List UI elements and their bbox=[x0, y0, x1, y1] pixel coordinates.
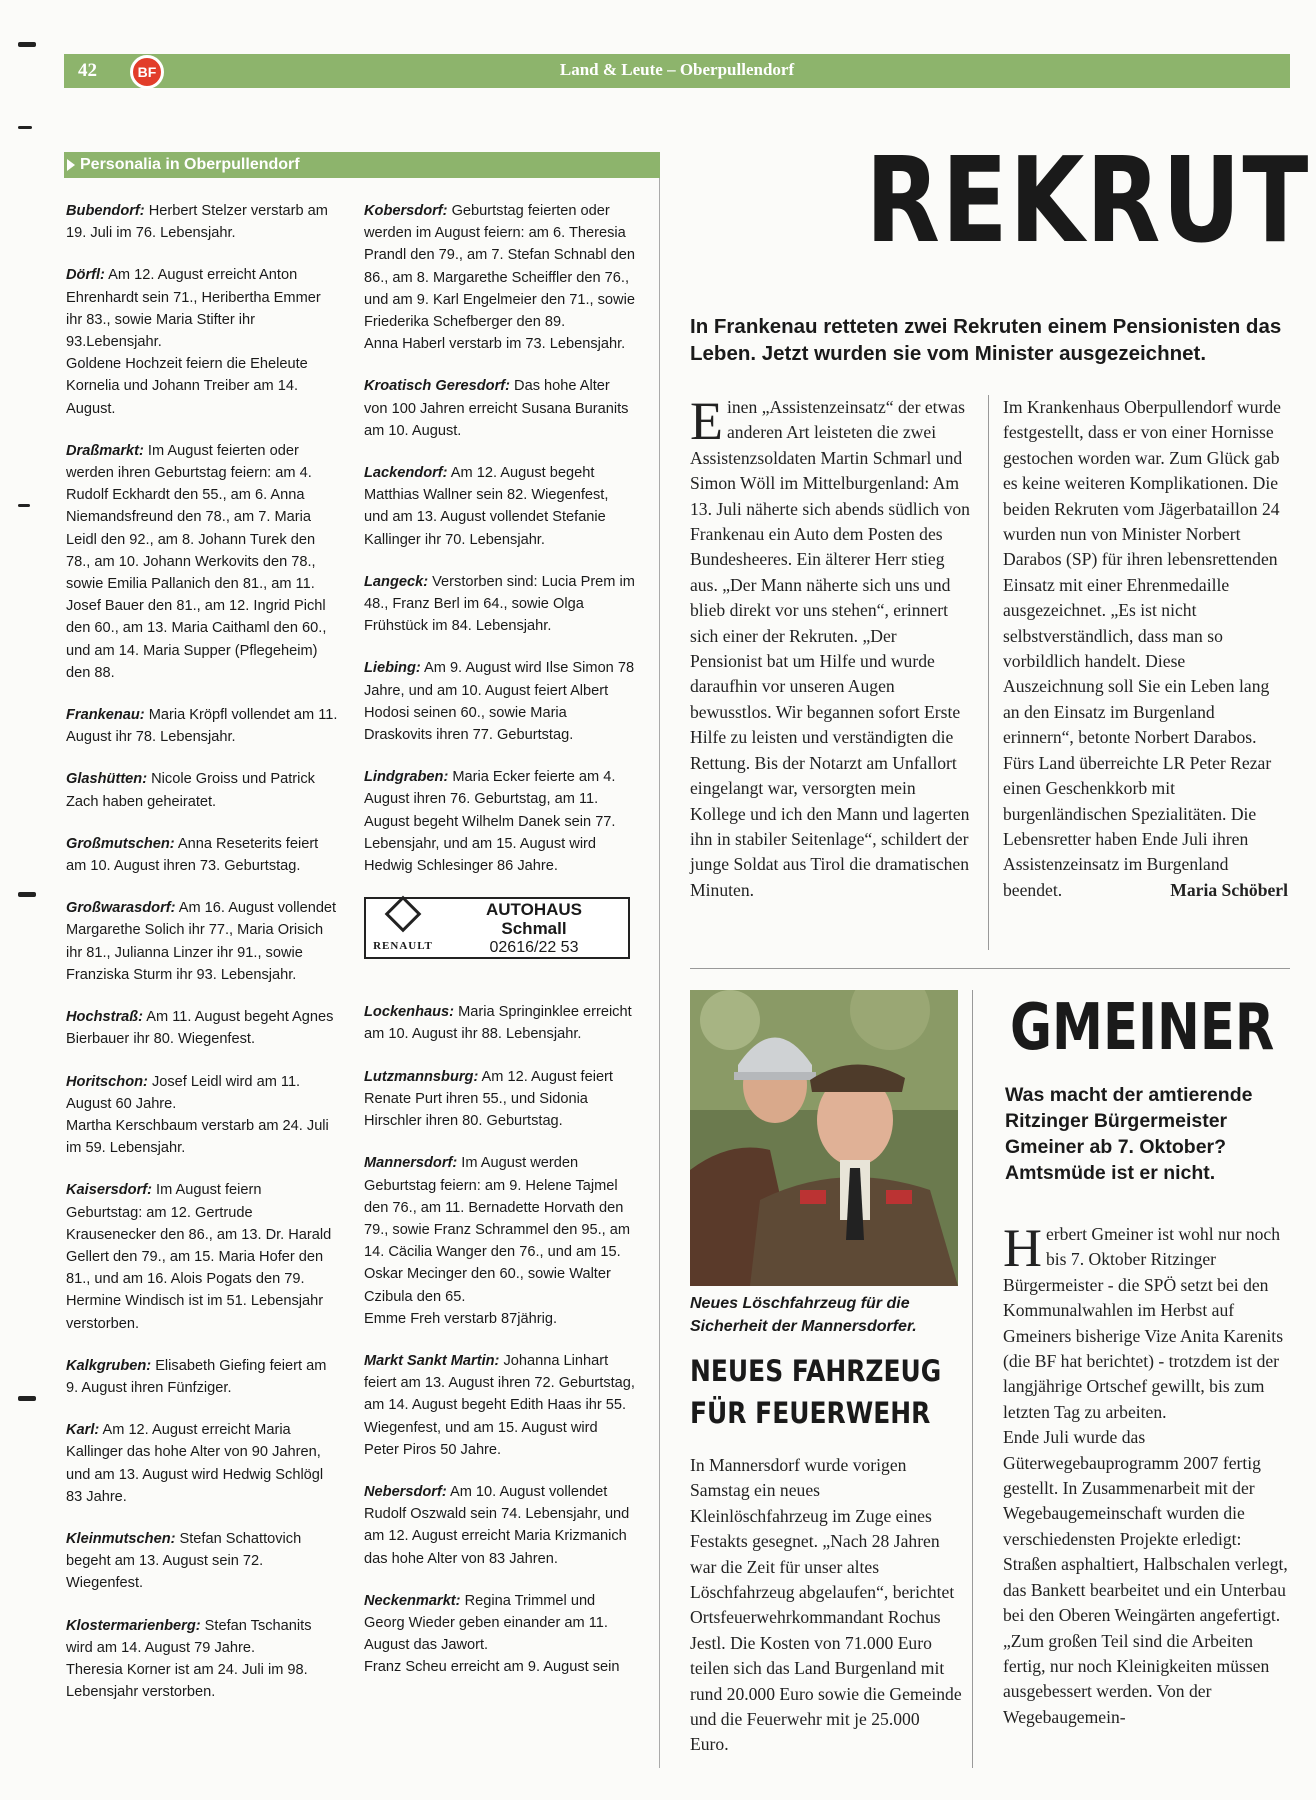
personalia-entry bbox=[66, 1615, 338, 1704]
personalia-header: Personalia in Oberpullendorf bbox=[64, 152, 660, 178]
personalia-entry bbox=[66, 264, 338, 419]
entry-text: Am 11. August begeht Agnes Bierbauer ihr 80. Wiegenfest. bbox=[66, 1009, 334, 1048]
rekrut-author: Maria Schöberl bbox=[1170, 879, 1288, 900]
gmeiner-lead: Was macht der amtierende Ritzinger Bürgermeister Gmeiner ab 7. Oktober? Amtsmüde ist er nicht. bbox=[1005, 1084, 1253, 1184]
entry-place: Lockenhaus: bbox=[364, 1004, 455, 1021]
entry-text: Stefan Tschanits wird am 14. August 79 Jahre. bbox=[66, 1617, 312, 1656]
personalia-entry bbox=[364, 1066, 636, 1133]
entry-place: Markt Sankt Martin: bbox=[364, 1352, 500, 1369]
margin-mark bbox=[18, 892, 36, 897]
ad-line-1: AUTOHAUS bbox=[485, 899, 583, 919]
rekrut-body-2: Im Krankenhaus Oberpullendorf wurde festgestellt, dass er von einer Hornisse gestochen worden war. Zum Glück gab es keine weiteren Komplikationen. Die beiden Rekruten vom Jägerbataillon 24 wurden nun von Minister Norbert Darabos (SP) für ihren lebensrettenden Einsatz mit einer Ehrenmedaille ausgezeichnet. „Es ist nicht selbstverständlich, dass man so vorbildlich handelt. Diese Auszeichnung soll Sie ein Leben lang an den Einsatz im Burgenland erinnern“, betonte Norbert Darabos. Fürs Land überreichte LR Peter Rezar einen Geschenkkorb mit burgenländischen Spezialitäten. Die Lebensretter haben Ende Juli ihren Assistenzeinsatz im Burgenland beendet. bbox=[1003, 397, 1281, 900]
gmeiner-headline: GMEINER bbox=[1010, 991, 1275, 1065]
personalia-entry bbox=[66, 1179, 338, 1334]
column-divider bbox=[988, 395, 989, 950]
entry-place: Großmutschen: bbox=[66, 835, 175, 852]
photo-caption: Neues Löschfahrzeug für die Sicherheit der Mannersdorfer. bbox=[690, 1295, 917, 1335]
entry-text: Nicole Groiss und Patrick Zach haben geheiratet. bbox=[66, 771, 315, 810]
firefighters-photo bbox=[690, 990, 958, 1286]
entry-text: Johanna Linhart feiert am 13. August ihren 72. Geburtstag, am 14. August begeht Edith Haas ihr 55. Wiegenfest, und am 15. August wird Peter Piros 50 Jahre. bbox=[364, 1352, 635, 1458]
dropcap: E bbox=[690, 391, 723, 451]
rekrut-column-1 bbox=[690, 391, 973, 903]
entry-text: Verstorben sind: Lucia Prem im 48., Franz Berl im 64., sowie Olga Frühstück im 84. Lebensjahr. bbox=[364, 573, 635, 635]
personalia-column-1 bbox=[66, 200, 338, 1723]
autohaus-ad bbox=[364, 897, 630, 959]
entry-place: Langeck: bbox=[364, 573, 429, 590]
personalia-entry bbox=[364, 1590, 636, 1679]
personalia-entry bbox=[364, 200, 636, 355]
entry-place: Glashütten: bbox=[66, 771, 148, 788]
entry-text: Am 16. August vollendet Margarethe Solich ihr 77., Maria Orisich ihr 81., Julianna Linzer ihr 91., sowie Franziska Sturm ihr 93. Lebensjahr. bbox=[66, 900, 337, 983]
personalia-entry bbox=[66, 1528, 338, 1595]
entry-place: Kalkgruben: bbox=[66, 1357, 152, 1374]
personalia-entry bbox=[364, 1001, 636, 1045]
entry-place: Neckenmarkt: bbox=[364, 1592, 461, 1609]
margin-mark bbox=[18, 1396, 36, 1401]
entry-text: Geburtstag feierten oder werden im August feiern: am 6. Theresia Prandl den 79., am 7. Stefan Schnabl den 86., am 8. Margarethe Scheiffler den 76., und am 9. Karl Engelmeier den 71., sowie Friederika Schefberger den 89. bbox=[364, 203, 635, 331]
section-title: Land & Leute – Oberpullendorf bbox=[559, 60, 795, 79]
page-number: 42 bbox=[78, 60, 97, 81]
entry-place: Horitschon: bbox=[66, 1073, 148, 1090]
entry-text: Herbert Stelzer verstarb am 19. Juli im 76. Lebensjahr. bbox=[66, 203, 328, 242]
entry-extra: Martha Kerschbaum verstarb am 24. Juli im 59. Lebensjahr. bbox=[66, 1117, 329, 1157]
entry-extra: Franz Scheu erreicht am 9. August sein bbox=[364, 1659, 620, 1676]
entry-place: Draßmarkt: bbox=[66, 442, 144, 459]
personalia-entry bbox=[66, 200, 338, 244]
dropcap: H bbox=[1003, 1218, 1042, 1278]
entry-text: Josef Leidl wird am 11. August 60 Jahre. bbox=[66, 1073, 301, 1112]
gmeiner-body-2: Ende Juli wurde das Güterwegebauprogramm 2007 fertig gestellt. In Zusammenarbeit mit der Wegebaugemeinschaft wurden die verschiedensten Projekte erledigt: Straßen asphaltiert, Halbschalen verlegt, das Bankett bearbeitet und ein Unterbau bei den Oberen Weingärten angefertigt. „Zum großen Teil sind die Arbeiten fertig, nur noch Kleinigkeiten müssen ausgebessert werden. Von der Wegebaugemein- bbox=[1003, 1427, 1288, 1727]
entry-place: Bubendorf: bbox=[66, 203, 145, 219]
entry-text: Im August feierten oder werden ihren Geburtstag feiern: am 4. Rudolf Eckhardt den 55., am 6. Anna Niemandsfreund den 78., am 7. Maria Leidl den 92., am 8. Johann Turek den 78., am 10. Johann Werkovits den 78., sowie Emilia Pallanich den 81., am 11. Josef Bauer den 81., am 12. Ingrid Pichl den 60., am 13. Maria Caithaml den 60., und am 14. Maria Supper (Pflegeheim) den 88. bbox=[66, 442, 327, 681]
entry-place: Frankenau: bbox=[66, 707, 145, 724]
personalia-entry bbox=[66, 768, 338, 812]
entry-text: Am 10. August vollendet Rudolf Oszwald sein 74. Lebensjahr, und am 12. August erreicht Maria Krizmanich das hohe Alter von 83 Jahren. bbox=[364, 1483, 630, 1567]
rekrut-headline: REKRUT bbox=[865, 131, 1310, 269]
entry-text: Am 12. August feiert Renate Purt ihren 55., und Sidonia Hirschler ihren 80. Geburtstag. bbox=[364, 1068, 613, 1130]
entry-text: Regina Trimmel und Georg Wieder geben einander am 11. August das Jawort. bbox=[364, 1592, 608, 1654]
feuerwehr-headline-line-1: NEUES FAHRZEUG bbox=[690, 1354, 942, 1388]
rekrut-body-1: inen „Assistenzeinsatz“ der etwas anderen Art leisteten die zwei Assistenzsoldaten Martin Schmarl und Simon Wöll im Mittelburgenland: Am 13. Juli näherte sich abends südlich von Frankenau ein Auto dem Posten des Bundesheeres. Ein älterer Herr stieg aus. „Der Mann näherte sich uns und blieb direkt vor uns stehen“, erinnert sich einer der Rekruten. „Der Pensionist bat um Hilfe und wurde daraufhin vor unseren Augen bewusstlos. Wir begannen sofort Erste Hilfe zu leisten und verständigten die Rettung. Bis der Notarzt am Unfallort eingelangt war, versorgten mein Kollege und ich den Mann und lagerten ihn in stabiler Seitenlage“, schildert der junge Soldat aus Tirol die dramatischen Minuten. bbox=[690, 397, 970, 900]
personalia-column-2-bottom bbox=[364, 1001, 636, 1678]
entry-place: Kroatisch Geresdorf: bbox=[364, 378, 510, 395]
entry-place: Liebing: bbox=[364, 660, 421, 677]
entry-text: Maria Springinklee erreicht am 10. August ihr 88. Lebensjahr. bbox=[364, 1004, 632, 1043]
entry-text: Maria Kröpfl vollendet am 11. August ihr 78. Lebensjahr. bbox=[66, 707, 338, 746]
bf-logo: BF bbox=[130, 55, 164, 89]
gmeiner-column bbox=[1003, 1218, 1288, 1730]
column-divider bbox=[972, 990, 973, 1768]
feuerwehr-headline bbox=[690, 1350, 942, 1434]
personalia-entry bbox=[364, 657, 636, 746]
entry-text: Am 9. August wird Ilse Simon 78 Jahre, und am 10. August feiert Albert Hodosi seinen 60., sowie Maria Draskovits ihren 77. Geburtstag. bbox=[364, 660, 635, 744]
entry-place: Lindgraben: bbox=[364, 769, 449, 786]
entry-place: Kleinmutschen: bbox=[66, 1530, 176, 1547]
rekrut-column-2 bbox=[1003, 395, 1288, 903]
entry-extra: Anna Haberl verstarb im 73. Lebensjahr. bbox=[364, 336, 626, 353]
entry-extra: Theresia Korner ist am 24. Juli im 98. Lebensjahr verstorben. bbox=[66, 1661, 308, 1701]
personalia-entry bbox=[66, 704, 338, 748]
entry-extra: Emme Freh verstarb 87jährig. bbox=[364, 1310, 558, 1327]
column-divider bbox=[659, 178, 660, 1768]
personalia-entry bbox=[364, 571, 636, 638]
article-divider bbox=[690, 968, 1290, 969]
entry-extra: Hermine Windisch ist im 51. Lebensjahr verstorben. bbox=[66, 1293, 324, 1332]
renault-diamond-icon bbox=[385, 896, 422, 933]
entry-place: Lutzmannsburg: bbox=[364, 1068, 479, 1085]
personalia-column-2 bbox=[364, 200, 636, 1699]
entry-place: Karl: bbox=[66, 1422, 100, 1439]
margin-mark bbox=[18, 126, 32, 129]
entry-place: Kaisersdorf: bbox=[66, 1182, 152, 1199]
entry-text: Anna Reseterits feiert am 10. August ihren 73. Geburtstag. bbox=[66, 835, 319, 875]
entry-text: Am 12. August begeht Matthias Wallner sein 82. Wiegenfest, und am 13. August vollendet Stefanie Kallinger ihr 70. Lebensjahr. bbox=[364, 465, 609, 548]
ad-line-2: Schmall bbox=[501, 918, 567, 938]
personalia-entry bbox=[66, 1419, 338, 1508]
renault-brand: RENAULT bbox=[373, 940, 433, 953]
personalia-entry bbox=[364, 375, 636, 442]
entry-place: Dörfl: bbox=[66, 267, 105, 284]
page-header-bar bbox=[64, 54, 1290, 88]
entry-text: Stefan Schattovich begeht am 13. August sein 72. Wiegenfest. bbox=[66, 1530, 302, 1592]
feuerwehr-body: In Mannersdorf wurde vorigen Samstag ein neues Kleinlöschfahrzeug im Zuge eines Festakts gesegnet. „Nach 28 Jahren war die Zeit für unser altes Löschfahrzeug abgelaufen“, berichtet Ortsfeuerwehrkommandant Rochus Jestl. Die Kosten von 71.000 Euro teilen sich das Land Burgenland mit rund 20.000 Euro sowie die Gemeinde und die Feuerwehr mit je 25.000 Euro. bbox=[690, 1455, 962, 1755]
ad-text bbox=[440, 900, 628, 957]
personalia-entry bbox=[66, 1071, 338, 1160]
entry-text: Im August feiern Geburtstag: am 12. Gertrude Krausenecker den 86., am 13. Dr. Harald Gellert den 79., am 15. Maria Hofer den 81., und am 16. Alois Pogats den 79. bbox=[66, 1182, 332, 1288]
margin-mark bbox=[18, 42, 36, 47]
entry-place: Lackendorf: bbox=[364, 465, 448, 482]
ad-phone: 02616/22 53 bbox=[489, 938, 579, 956]
entry-place: Mannersdorf: bbox=[364, 1155, 458, 1172]
entry-place: Nebersdorf: bbox=[364, 1483, 447, 1500]
personalia-entry bbox=[66, 440, 338, 684]
personalia-entry bbox=[66, 897, 338, 986]
gmeiner-body: erbert Gmeiner ist wohl nur noch bis 7. Oktober Ritzinger Bürgermeister - die SPÖ setzt bei den Kommunalwahlen im Herbst auf Gmeiners bisherige Vize Anita Karenits (die BF hat berichtet) - trotzdem ist der langjährige Ortschef gewillt, bis zum letzten Tag zu arbeiten. bbox=[1003, 1224, 1284, 1422]
personalia-entry bbox=[364, 1152, 636, 1330]
rekrut-lead: In Frankenau retteten zwei Rekruten einem Pensionisten das Leben. Jetzt wurden sie vom Minister ausgezeichnet. bbox=[690, 315, 1282, 365]
entry-place: Klostermarienberg: bbox=[66, 1617, 201, 1634]
personalia-column-2-top bbox=[364, 200, 636, 877]
entry-place: Hochstraß: bbox=[66, 1009, 144, 1026]
entry-place: Kobersdorf: bbox=[364, 203, 448, 219]
personalia-entry bbox=[364, 462, 636, 551]
entry-place: Großwarasdorf: bbox=[66, 900, 176, 917]
entry-text: Elisabeth Giefing feiert am 9. August ihren Fünfziger. bbox=[66, 1357, 327, 1396]
personalia-entry bbox=[364, 766, 636, 877]
entry-text: Maria Ecker feierte am 4. August ihren 76. Geburtstag, am 11. August begeht Wilhelm Danek sein 77. Lebensjahr, und am 15. August wird Hedwig Schlesinger 86 Jahre. bbox=[364, 769, 616, 875]
personalia-entry bbox=[364, 1481, 636, 1570]
entry-text: Am 12. August erreicht Maria Kallinger das hohe Alter von 90 Jahren, und am 13. August wird Hedwig Schlögl 83 Jahre. bbox=[66, 1422, 324, 1505]
personalia-entry bbox=[364, 1350, 636, 1461]
personalia-entry bbox=[66, 833, 338, 877]
entry-text: Im August werden Geburtstag feiern: am 9. Helene Tajmel den 76., am 11. Bernadette Horvath den 79., sowie Franz Schrammel den 95., am 14. Cäcilia Wanger den 76., und am 15. Oskar Mecinger den 60., sowie Walter Czibula den 65. bbox=[364, 1155, 631, 1305]
entry-text: Am 12. August erreicht Anton Ehrenhardt sein 71., Heribertha Emmer ihr 83., sowie Maria Stifter ihr 93.Lebensjahr. bbox=[66, 267, 321, 351]
margin-mark bbox=[18, 504, 30, 507]
renault-logo bbox=[366, 899, 440, 957]
entry-text: Das hohe Alter von 100 Jahren erreicht Susana Buranits am 10. August. bbox=[364, 378, 629, 439]
personalia-entry bbox=[66, 1355, 338, 1399]
feuerwehr-headline-line-2: FÜR FEUERWEHR bbox=[690, 1396, 931, 1430]
entry-extra: Goldene Hochzeit feiern die Eheleute Kornelia und Johann Treiber am 14. August. bbox=[66, 356, 308, 417]
personalia-entry bbox=[66, 1006, 338, 1050]
